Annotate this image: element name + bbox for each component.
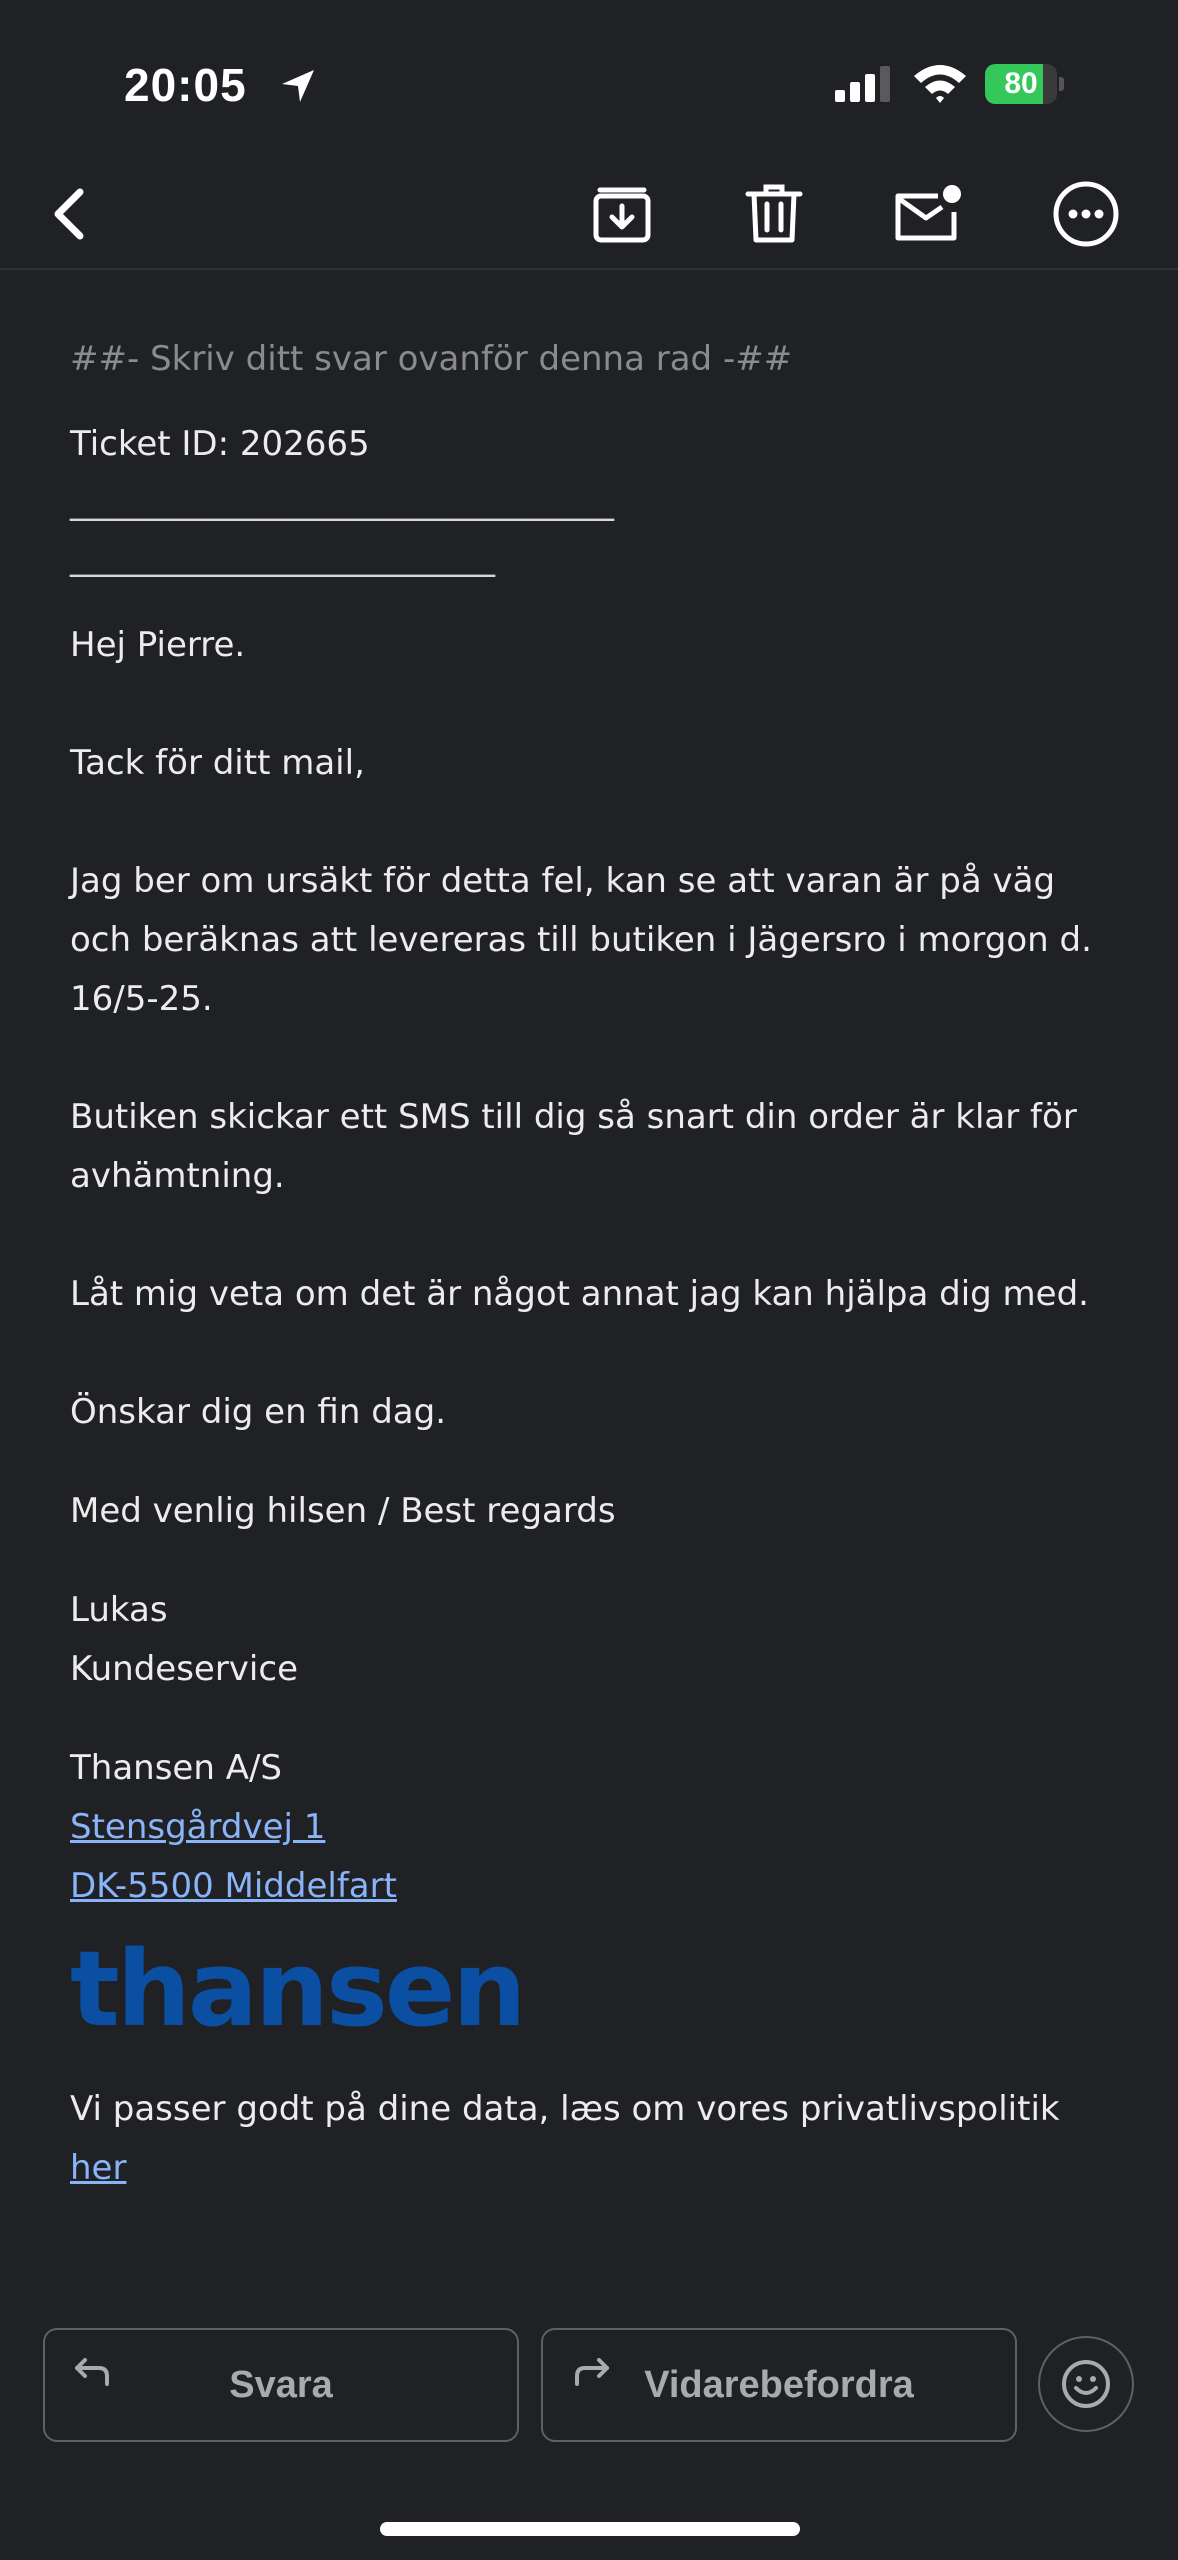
regards-line: Med venlig hilsen / Best regards — [70, 1491, 616, 1531]
reply-marker: ##- Skriv ditt svar ovanför denna rad -## — [70, 339, 793, 379]
reply-button[interactable] — [43, 2328, 519, 2442]
email-toolbar — [0, 160, 1178, 270]
battery-percent: 80 — [1004, 67, 1038, 100]
emoji-reaction-button[interactable] — [1038, 2336, 1134, 2432]
city-link[interactable]: DK-5500 Middelfart — [70, 1866, 397, 1906]
reply-label: Svara — [229, 2364, 333, 2406]
wifi-icon — [912, 62, 968, 106]
battery-indicator — [985, 64, 1065, 104]
thansen-logo: thansen — [70, 1928, 524, 2050]
greeting: Hej Pierre. — [70, 625, 246, 665]
archive-icon — [590, 182, 654, 246]
privacy-link[interactable]: her — [70, 2148, 127, 2188]
more-horizontal-icon — [1052, 180, 1120, 248]
body-paragraph: Låt mig veta om det är något annat jag kan hjälpa dig med. — [70, 1274, 1089, 1314]
more-options-button[interactable] — [1050, 178, 1122, 250]
location-arrow-icon — [278, 66, 318, 106]
mark-unread-button[interactable] — [892, 178, 964, 250]
signature-name: Lukas — [70, 1590, 168, 1630]
privacy-text: Vi passer godt på dine data, læs om vores privatlivspolitik — [70, 2089, 1060, 2129]
divider-line: _________________________ — [70, 538, 495, 578]
signature-role: Kundeservice — [70, 1649, 298, 1689]
delete-button[interactable] — [738, 178, 810, 250]
trash-icon — [744, 182, 804, 246]
emoji-smile-icon — [1060, 2358, 1112, 2410]
company-name: Thansen A/S — [70, 1748, 282, 1788]
archive-button[interactable] — [586, 178, 658, 250]
back-button[interactable] — [34, 178, 106, 250]
body-paragraph: Jag ber om ursäkt för detta fel, kan se att varan är på väg och beräknas att levereras till butiken i Jägersro i morgon d. 16/5-25. — [70, 861, 1092, 1019]
wish-line: Önskar dig en fin dag. — [70, 1392, 447, 1432]
forward-button[interactable] — [541, 2328, 1017, 2442]
status-bar — [0, 0, 1178, 160]
status-time: 20:05 — [124, 59, 247, 111]
address-link[interactable]: Stensgårdvej 1 — [70, 1807, 326, 1847]
mail-unread-icon — [892, 184, 964, 244]
body-paragraph: Butiken skickar ett SMS till dig så snart din order är klar för avhämtning. — [70, 1097, 1077, 1196]
divider-line: ________________________________ — [70, 482, 614, 522]
forward-label: Vidarebefordra — [644, 2364, 914, 2406]
thanks-line: Tack för ditt mail, — [70, 743, 365, 783]
home-indicator — [380, 2522, 800, 2536]
ticket-id: Ticket ID: 202665 — [70, 424, 370, 464]
cellular-signal-icon — [835, 64, 895, 104]
chevron-left-icon — [48, 186, 92, 242]
email-body — [70, 330, 1110, 2198]
